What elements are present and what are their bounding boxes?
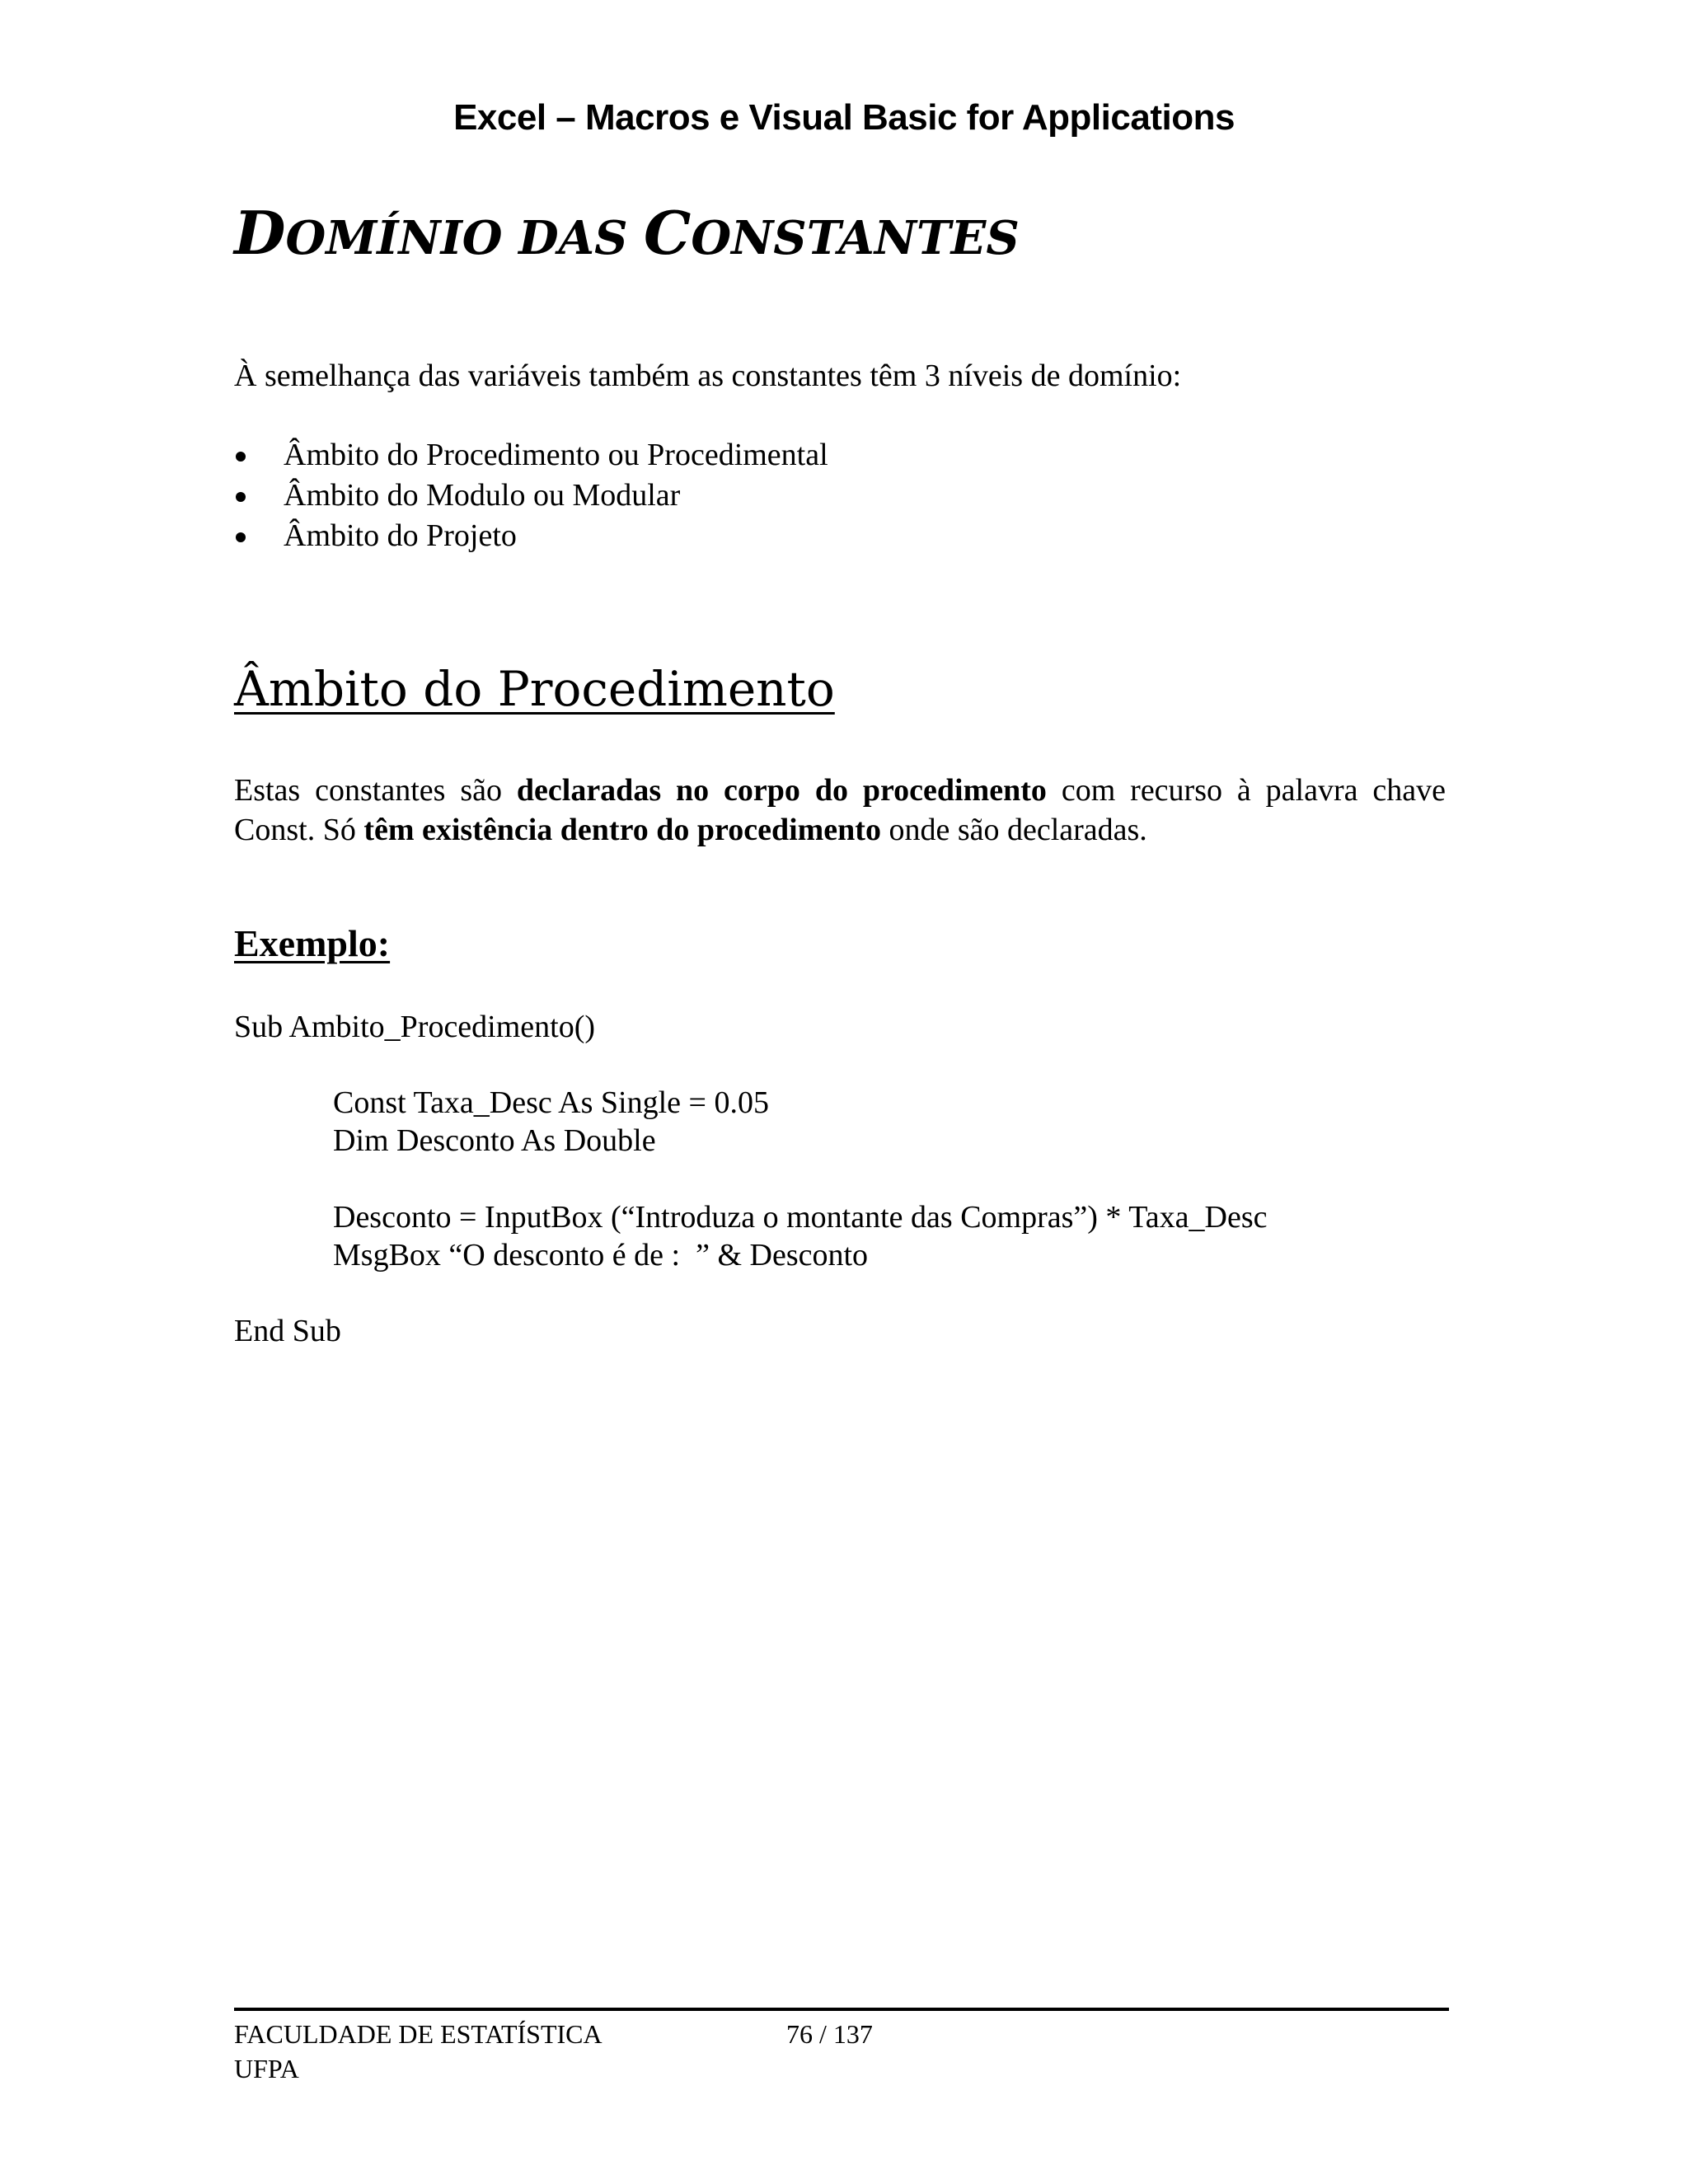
subsection-title: Âmbito do Procedimento	[234, 661, 835, 717]
intro-text: À semelhança das variáveis também as constantes têm 3 níveis de domínio:	[234, 359, 1182, 393]
code-line-sub: Sub Ambito_Procedimento()	[234, 1010, 596, 1044]
scope-list	[234, 435, 828, 556]
description-paragraph	[234, 771, 1446, 850]
section-title	[234, 198, 1020, 268]
list-item-label: Âmbito do Projeto	[284, 518, 517, 553]
footer-divider	[234, 2008, 1449, 2011]
code-line-end-sub: End Sub	[234, 1314, 341, 1348]
paragraph-text: onde são declaradas.	[880, 813, 1147, 847]
example-label: Exemplo:	[234, 922, 391, 964]
footer-university: UFPA	[234, 2054, 299, 2083]
list-item	[234, 435, 828, 476]
paragraph-text: com recurso à palavra chave Const. Só	[234, 773, 1446, 847]
page-number: 76 / 137	[786, 2019, 873, 2049]
list-item-label: Âmbito do Modulo ou Modular	[284, 478, 681, 513]
bullet-icon	[236, 492, 246, 502]
list-item-label: Âmbito do Procedimento ou Procedimental	[284, 438, 828, 472]
bullet-icon	[236, 532, 246, 542]
paragraph-text: Estas constantes são	[234, 773, 517, 808]
section-title-rest-2: ONSTANTES	[691, 211, 1020, 265]
page-header: Excel – Macros e Visual Basic for Applications	[453, 97, 1235, 138]
list-item	[234, 476, 828, 516]
paragraph-bold-text: têm existência dentro do procedimento	[363, 813, 881, 847]
footer-institution: FACULDADE DE ESTATÍSTICA	[234, 2019, 603, 2049]
code-line-msgbox: MsgBox “O desconto é de : ” & Desconto	[333, 1238, 869, 1272]
section-title-initial-2: C	[644, 198, 692, 268]
bullet-icon	[236, 452, 246, 462]
list-item	[234, 516, 828, 556]
code-line-dim: Dim Desconto As Double	[333, 1123, 656, 1158]
code-line-inputbox: Desconto = InputBox (“Introduza o montante das Compras”) * Taxa_Desc	[333, 1200, 1268, 1235]
code-line-const: Const Taxa_Desc As Single = 0.05	[333, 1085, 769, 1120]
section-title-initial-1: D	[234, 198, 286, 268]
paragraph-bold-text: declaradas no corpo do procedimento	[516, 773, 1047, 808]
section-title-rest-1: OMÍNIO DAS	[285, 211, 645, 265]
